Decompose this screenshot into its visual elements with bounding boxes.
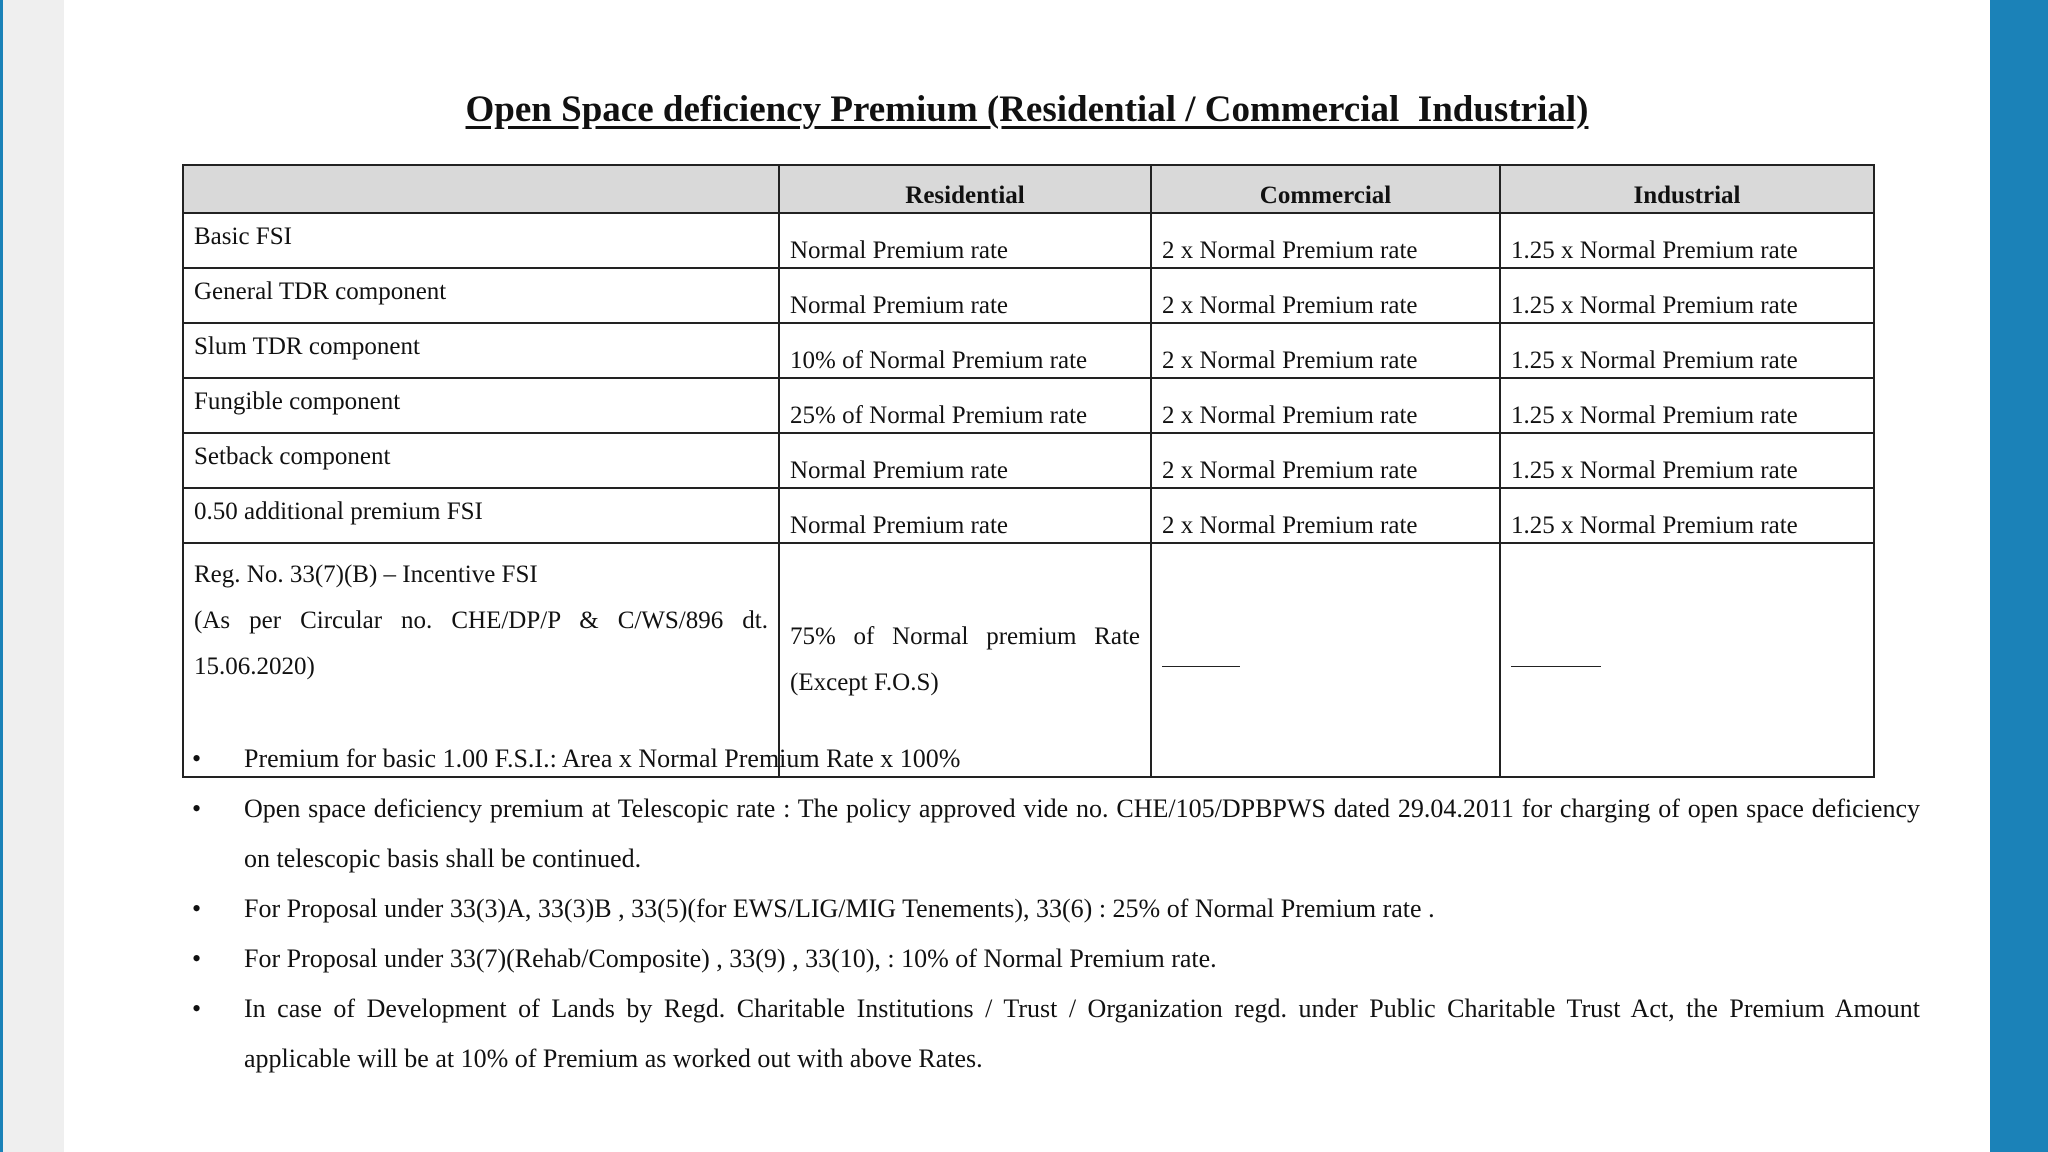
table-row bbox=[183, 378, 1874, 433]
residential-cell: 25% of Normal Premium rate bbox=[779, 378, 1151, 433]
note-text: Premium for basic 1.00 F.S.I.: Area x Normal Premium Rate x 100% bbox=[244, 744, 961, 773]
list-item bbox=[192, 934, 1920, 984]
table-row bbox=[183, 433, 1874, 488]
bullet-icon: • bbox=[192, 944, 202, 973]
row-label: 0.50 additional premium FSI bbox=[183, 488, 779, 543]
bullet-icon: • bbox=[192, 794, 202, 823]
incentive-label-line2: (As per Circular no. CHE/DP/P & C/WS/896 dt. 15.06.2020) bbox=[194, 607, 768, 680]
bullet-icon: • bbox=[192, 744, 202, 773]
bullet-icon: • bbox=[192, 994, 202, 1023]
notes-list bbox=[192, 734, 1920, 1084]
commercial-cell: 2 x Normal Premium rate bbox=[1151, 488, 1500, 543]
commercial-cell: 2 x Normal Premium rate bbox=[1151, 268, 1500, 323]
blank-dash-commercial bbox=[1162, 666, 1240, 667]
table-row bbox=[183, 268, 1874, 323]
residential-cell: Normal Premium rate bbox=[779, 213, 1151, 268]
residential-cell: Normal Premium rate bbox=[779, 488, 1151, 543]
table-header-row bbox=[183, 165, 1874, 213]
commercial-cell: 2 x Normal Premium rate bbox=[1151, 323, 1500, 378]
residential-cell: 10% of Normal Premium rate bbox=[779, 323, 1151, 378]
left-margin-panel bbox=[3, 0, 64, 1152]
commercial-cell: 2 x Normal Premium rate bbox=[1151, 213, 1500, 268]
list-item bbox=[192, 984, 1920, 1084]
residential-cell: Normal Premium rate bbox=[779, 433, 1151, 488]
industrial-cell: 1.25 x Normal Premium rate bbox=[1500, 268, 1874, 323]
industrial-cell: 1.25 x Normal Premium rate bbox=[1500, 213, 1874, 268]
header-cell-commercial: Commercial bbox=[1151, 165, 1500, 213]
slide bbox=[64, 0, 1990, 1152]
commercial-cell: 2 x Normal Premium rate bbox=[1151, 433, 1500, 488]
header-cell-residential: Residential bbox=[779, 165, 1151, 213]
note-text: Open space deficiency premium at Telescopic rate : The policy approved vide no. CHE/105/DPBPWS dated 29.04.2011 for charging of open space deficiency on telescopic basis shall be continued. bbox=[244, 794, 1920, 873]
industrial-cell: 1.25 x Normal Premium rate bbox=[1500, 378, 1874, 433]
table-row bbox=[183, 323, 1874, 378]
row-label: Setback component bbox=[183, 433, 779, 488]
industrial-cell: 1.25 x Normal Premium rate bbox=[1500, 323, 1874, 378]
blank-dash-industrial bbox=[1511, 666, 1601, 667]
row-label: Fungible component bbox=[183, 378, 779, 433]
row-label: Basic FSI bbox=[183, 213, 779, 268]
table-row bbox=[183, 213, 1874, 268]
list-item bbox=[192, 884, 1920, 934]
header-cell-blank bbox=[183, 165, 779, 213]
table-row bbox=[183, 488, 1874, 543]
industrial-cell: 1.25 x Normal Premium rate bbox=[1500, 488, 1874, 543]
incentive-label-line1: Reg. No. 33(7)(B) – Incentive FSI bbox=[194, 561, 538, 588]
note-text: For Proposal under 33(7)(Rehab/Composite) , 33(9) , 33(10), : 10% of Normal Premium rate. bbox=[244, 944, 1217, 973]
industrial-cell: 1.25 x Normal Premium rate bbox=[1500, 433, 1874, 488]
page-title: Open Space deficiency Premium (Residential / Commercial Industrial) bbox=[465, 89, 1589, 130]
list-item bbox=[192, 784, 1920, 884]
premium-table bbox=[182, 164, 1875, 778]
row-label: Slum TDR component bbox=[183, 323, 779, 378]
incentive-residential-cell: 75% of Normal premium Rate (Except F.O.S) bbox=[779, 543, 1151, 777]
header-cell-industrial: Industrial bbox=[1500, 165, 1874, 213]
residential-cell: Normal Premium rate bbox=[779, 268, 1151, 323]
commercial-cell: 2 x Normal Premium rate bbox=[1151, 378, 1500, 433]
note-text: For Proposal under 33(3)A, 33(3)B , 33(5)(for EWS/LIG/MIG Tenements), 33(6) : 25% of Normal Premium rate . bbox=[244, 894, 1435, 923]
right-accent-bar bbox=[1990, 0, 2048, 1152]
list-item bbox=[192, 734, 1920, 784]
note-text: In case of Development of Lands by Regd. Charitable Institutions / Trust / Organization regd. under Public Charitable Trust Act, the Premium Amount applicable will be at 10% of Premium as worked out with above Rates. bbox=[244, 994, 1920, 1073]
row-label: General TDR component bbox=[183, 268, 779, 323]
bullet-icon: • bbox=[192, 894, 202, 923]
